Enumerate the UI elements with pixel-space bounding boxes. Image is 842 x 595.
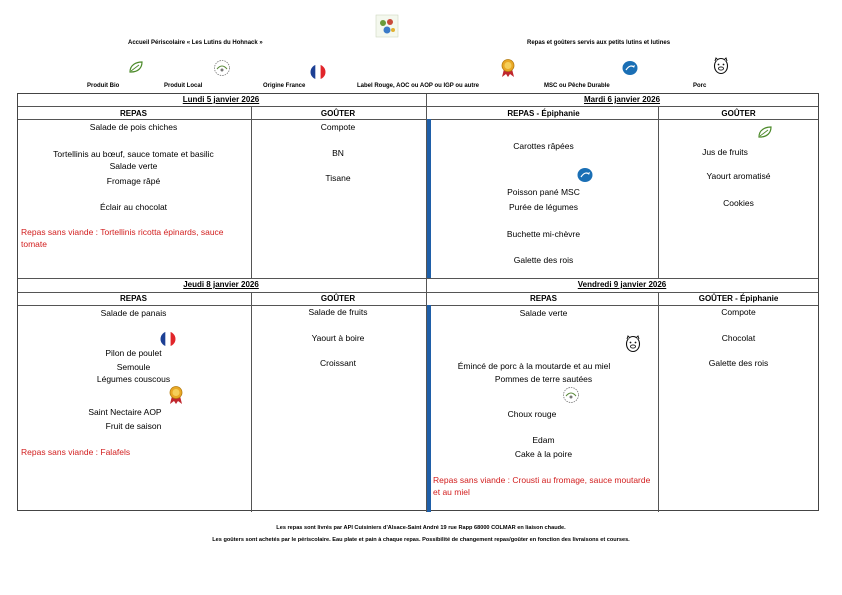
msc-fish-icon xyxy=(577,167,593,183)
menu-item: Galette des rois xyxy=(513,255,574,265)
pig-icon xyxy=(624,334,642,354)
periscolaire-logo-icon xyxy=(375,14,399,38)
no-meat-option: Repas sans viande : Falafels xyxy=(21,447,131,457)
thursday-gouter-header: GOÛTER xyxy=(320,294,356,303)
page-title-left: Accueil Périscolaire « Les Lutins du Hohnack » xyxy=(128,40,263,46)
menu-item: Tortellinis au bœuf, sauce tomate et basilic xyxy=(53,149,214,159)
menu-item: Cake à la poire xyxy=(514,449,573,459)
menu-item: Buchette mi-chèvre xyxy=(506,229,581,239)
snack-item: Croissant xyxy=(320,358,356,368)
menu-item: Poisson pané MSC xyxy=(507,187,580,197)
snack-item: Yaourt à boire xyxy=(311,333,365,343)
no-meat-option: Repas sans viande : Tortellinis ricotta épinards, sauce tomate xyxy=(21,227,224,249)
french-flag-icon xyxy=(160,331,176,347)
tuesday-gouter-header: GOÛTER xyxy=(721,109,756,118)
page-title-right: Repas et goûters servis aux petits lutins et lutines xyxy=(527,40,671,46)
bio-leaf-icon xyxy=(757,125,773,139)
quality-medal-icon xyxy=(500,58,518,76)
day-title-tuesday: Mardi 6 janvier 2026 xyxy=(583,95,661,104)
thursday-repas-header: REPAS xyxy=(120,294,147,303)
pig-icon xyxy=(712,56,730,74)
local-product-icon xyxy=(212,58,230,76)
footer-snack-note: Les goûters sont achetés par le périscolaire. Eau plate et pain à chaque repas. Possibilité de changement repas/goûter en fonction des livraisons et courses. xyxy=(212,537,630,543)
menu-item: Saint Nectaire AOP xyxy=(88,407,162,417)
legend-msc-label: MSC ou Pêche Durable xyxy=(544,83,610,89)
friday-repas-header: REPAS xyxy=(530,294,557,303)
legend-local-label: Produit Local xyxy=(164,83,203,89)
menu-item: Semoule xyxy=(116,362,151,372)
menu-item: Salade verte xyxy=(519,308,568,318)
menu-item: Fruit de saison xyxy=(105,421,162,431)
menu-item: Pilon de poulet xyxy=(105,348,162,358)
legend-label-rouge-label: Label Rouge, AOC ou AOP ou IGP ou autre xyxy=(357,83,480,89)
friday-gouter-header: GOÛTER - Épiphanie xyxy=(698,294,779,303)
menu-item: Carottes râpées xyxy=(513,141,574,151)
menu-item: Éclair au chocolat xyxy=(99,202,168,212)
menu-item: Salade de panais xyxy=(100,308,167,318)
menu-item: Légumes couscous xyxy=(96,374,171,384)
tuesday-repas-header: REPAS - Épiphanie xyxy=(507,109,580,118)
legend-bio-label: Produit Bio xyxy=(87,83,120,89)
bio-leaf-icon xyxy=(128,60,146,78)
legend-france-label: Origine France xyxy=(263,83,306,89)
snack-item: Jus de fruits xyxy=(702,147,748,157)
legend-porc-label: Porc xyxy=(693,83,707,89)
snack-item: BN xyxy=(332,148,344,158)
quality-medal-icon xyxy=(168,385,184,405)
menu-item: Salade de pois chiches xyxy=(89,122,178,132)
snack-item: Salade de fruits xyxy=(308,307,368,317)
day-title-friday: Vendredi 9 janvier 2026 xyxy=(577,280,667,289)
menu-item: Salade verte xyxy=(109,161,158,171)
snack-item: Yaourt aromatisé xyxy=(706,171,771,181)
day-title-monday: Lundi 5 janvier 2026 xyxy=(182,95,260,104)
menu-item: Pommes de terre sautées xyxy=(494,374,593,384)
menu-item: Edam xyxy=(532,435,555,445)
day-title-thursday: Jeudi 8 janvier 2026 xyxy=(183,280,259,289)
snack-item: Galette des rois xyxy=(708,358,769,368)
footer-delivery-note: Les repas sont livrés par API Cuisiniers d'Alsace-Saint André 19 rue Rapp 68000 COLMAR en liaison chaude. xyxy=(276,525,566,531)
local-product-icon xyxy=(561,385,581,405)
monday-repas-header: REPAS xyxy=(120,109,147,118)
snack-item: Compote xyxy=(320,122,356,132)
menu-item: Fromage râpé xyxy=(106,176,161,186)
monday-gouter-header: GOÛTER xyxy=(320,109,356,118)
snack-item: Tisane xyxy=(325,173,351,183)
french-flag-icon xyxy=(310,64,328,82)
snack-item: Chocolat xyxy=(721,333,756,343)
snack-item: Cookies xyxy=(723,198,754,208)
menu-item: Purée de légumes xyxy=(509,202,578,212)
snack-item: Compote xyxy=(721,307,756,317)
menu-item: Émincé de porc à la moutarde et au miel xyxy=(457,361,611,371)
msc-fish-icon xyxy=(622,60,640,78)
menu-item: Choux rouge xyxy=(507,409,557,419)
no-meat-option: Repas sans viande : Crousti au fromage, sauce moutarde et au miel xyxy=(433,475,651,497)
